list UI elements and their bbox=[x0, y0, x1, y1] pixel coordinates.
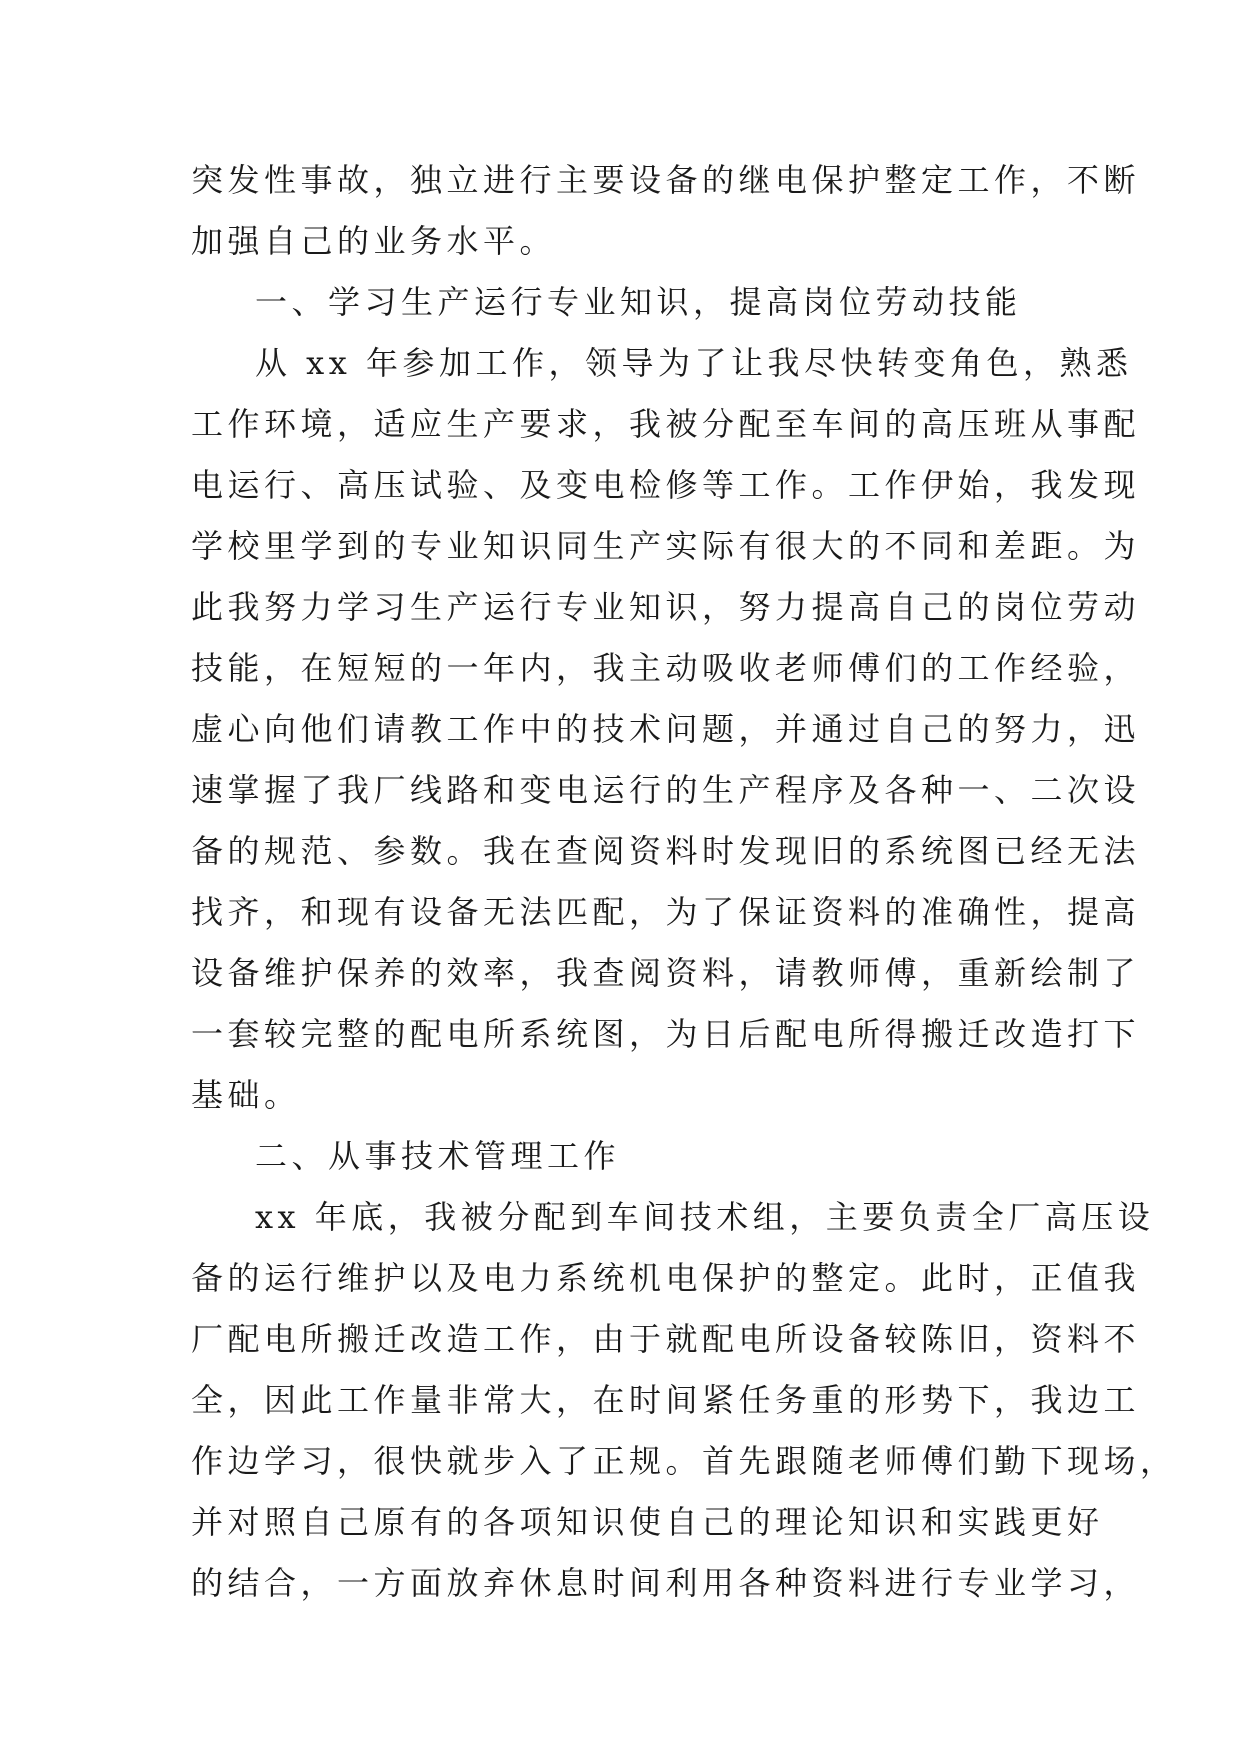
text-line: 虚心向他们请教工作中的技术问题，并通过自己的努力，迅 bbox=[191, 710, 1141, 748]
text-line: 备的规范、参数。我在查阅资料时发现旧的系统图已经无法 bbox=[191, 832, 1141, 870]
text-line: 一套较完整的配电所系统图，为日后配电所得搬迁改造打下 bbox=[191, 1015, 1141, 1053]
section-heading-1 bbox=[191, 272, 1071, 333]
text-line: 学校里学到的专业知识同生产实际有很大的不同和差距。为 bbox=[191, 527, 1141, 565]
text-line: 此我努力学习生产运行专业知识，努力提高自己的岗位劳动 bbox=[191, 588, 1141, 626]
text-line: 的结合，一方面放弃休息时间利用各种资料进行专业学习， bbox=[191, 1564, 1141, 1602]
document-body bbox=[191, 150, 1177, 1614]
text-line: 从 xx 年参加工作，领导为了让我尽快转变角色，熟悉 bbox=[255, 344, 1133, 382]
text-line: xx 年底，我被分配到车间技术组，主要负责全厂高压设 bbox=[255, 1198, 1155, 1236]
text-line: 工作环境，适应生产要求，我被分配至车间的高压班从事配 bbox=[191, 405, 1141, 443]
text-line: 作边学习，很快就步入了正规。首先跟随老师傅们勤下现场， bbox=[191, 1442, 1177, 1480]
text-line: 厂配电所搬迁改造工作，由于就配电所设备较陈旧，资料不 bbox=[191, 1320, 1141, 1358]
text-line: 加强自己的业务水平。 bbox=[191, 222, 557, 260]
text-line: 找齐，和现有设备无法匹配，为了保证资料的准确性，提高 bbox=[191, 893, 1141, 931]
paragraph-section-2 bbox=[191, 1187, 1177, 1614]
paragraph-continuation bbox=[191, 150, 1141, 272]
text-line: 并对照自己原有的各项知识使自己的理论知识和实践更好 bbox=[191, 1503, 1104, 1541]
text-line: 基础。 bbox=[191, 1076, 301, 1114]
text-line: 突发性事故，独立进行主要设备的继电保护整定工作，不断 bbox=[191, 161, 1141, 199]
text-line: 设备维护保养的效率，我查阅资料，请教师傅，重新绘制了 bbox=[191, 954, 1141, 992]
paragraph-section-1 bbox=[191, 333, 1141, 1126]
heading-text: 一、学习生产运行专业知识，提高岗位劳动技能 bbox=[255, 283, 1022, 321]
text-line: 技能，在短短的一年内，我主动吸收老师傅们的工作经验， bbox=[191, 649, 1141, 687]
text-line: 备的运行维护以及电力系统机电保护的整定。此时，正值我 bbox=[191, 1259, 1141, 1297]
text-line: 全，因此工作量非常大，在时间紧任务重的形势下，我边工 bbox=[191, 1381, 1141, 1419]
section-heading-2 bbox=[191, 1126, 1071, 1187]
text-line: 电运行、高压试验、及变电检修等工作。工作伊始，我发现 bbox=[191, 466, 1141, 504]
heading-text: 二、从事技术管理工作 bbox=[255, 1137, 621, 1175]
text-line: 速掌握了我厂线路和变电运行的生产程序及各种一、二次设 bbox=[191, 771, 1141, 809]
